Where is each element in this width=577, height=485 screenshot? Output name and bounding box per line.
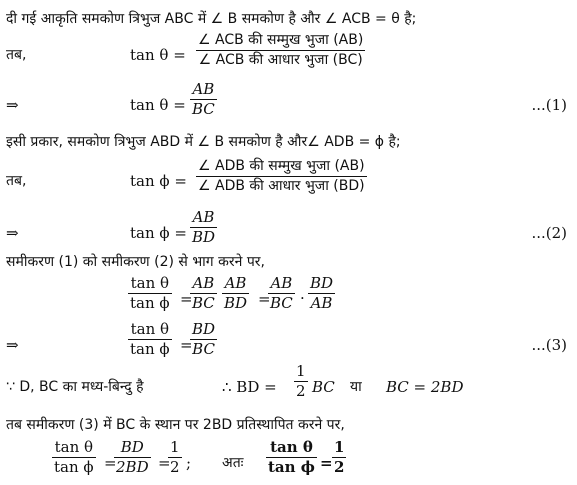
numerator: tan θ: [266, 438, 317, 458]
bd-over-2bd-fraction: [114, 438, 151, 477]
equation-label-2: ...(2): [531, 224, 567, 242]
numerator: tan θ: [52, 438, 96, 458]
numerator: tan θ: [128, 274, 172, 294]
numerator: AB: [268, 274, 295, 294]
numerator: 1: [334, 438, 345, 456]
denominator: ∠ ACB की आधार भुजा (BC): [198, 52, 363, 68]
denominator: BD: [192, 228, 216, 246]
equals-sign: =: [158, 454, 171, 472]
implies-arrow-2: ⇒: [6, 224, 19, 242]
equation-label-3: ...(3): [531, 336, 567, 354]
tan-ratio-fraction-3: [52, 438, 96, 477]
numerator: AB: [190, 80, 217, 100]
tan-theta-lhs-1: tan θ =: [130, 46, 186, 64]
numerator: AB: [190, 274, 217, 294]
numerator: ∠ ADB की सम्मुख भुजा (AB): [196, 157, 367, 177]
bd-equals-lhs: ∴ BD =: [222, 378, 277, 396]
half-fraction: [168, 438, 182, 477]
ab-over-bc-fraction: [190, 80, 217, 119]
denominator: tan ϕ: [268, 458, 315, 476]
tan-theta-lhs-2: tan θ =: [130, 96, 186, 114]
equals-sign: =: [258, 290, 271, 308]
line-1: दी गई आकृति समकोण त्रिभुज ABC में ∠ B समकोण है और ∠ ACB = θ है;: [6, 11, 417, 27]
tan-phi-lhs-1: tan ϕ =: [130, 172, 187, 190]
tan-ratio-fraction-2: [128, 320, 172, 359]
denominator: tan ϕ: [54, 458, 94, 476]
numerator: 1: [296, 362, 306, 380]
tan-phi-definition-fraction: [196, 157, 367, 196]
line-5-lead: तब,: [6, 173, 27, 189]
denominator: BC: [192, 340, 215, 358]
numerator: ∠ ACB की सम्मुख भुजा (AB): [196, 31, 365, 51]
ab-over-bc-fraction: [190, 274, 217, 313]
midpoint-statement: ∵ D, BC का मध्य-बिन्दु है: [6, 379, 144, 395]
equation-label-1: ...(1): [531, 96, 567, 114]
ab-over-bd-fraction: [222, 274, 249, 313]
half-fraction: [294, 362, 308, 401]
line-4: इसी प्रकार, समकोण त्रिभुज ABD में ∠ B समकोण है और∠ ADB = ϕ है;: [6, 134, 401, 150]
equals-sign: =: [180, 336, 193, 354]
bc-equals-2bd: BC = 2BD: [386, 378, 464, 396]
tan-theta-definition-fraction: [196, 31, 365, 70]
denominator: 2: [170, 458, 180, 476]
numerator: 1: [170, 438, 180, 456]
denominator: ∠ ADB की आधार भुजा (BD): [198, 178, 365, 194]
equals-sign: =: [320, 454, 333, 472]
denominator: tan ϕ: [130, 294, 170, 312]
denominator: BD: [224, 294, 248, 312]
ab-over-bc-fraction: [268, 274, 295, 313]
denominator: 2: [296, 382, 306, 400]
tan-ratio-fraction-1: [128, 274, 172, 313]
hence-word: अतः: [222, 455, 244, 471]
denominator: tan ϕ: [130, 340, 170, 358]
line-7: समीकरण (1) को समीकरण (2) से भाग करने पर,: [6, 254, 265, 270]
denominator: 2: [334, 458, 345, 476]
denominator: AB: [310, 294, 333, 312]
numerator: AB: [190, 208, 217, 228]
final-half-fraction: [332, 438, 346, 477]
numerator: tan θ: [128, 320, 172, 340]
implies-arrow-3: ⇒: [6, 336, 19, 354]
semicolon: ;: [186, 454, 192, 472]
multiply-dot: ·: [300, 289, 305, 307]
or-word: या: [350, 379, 362, 395]
equals-sign: =: [180, 290, 193, 308]
tan-phi-lhs-2: tan ϕ =: [130, 224, 187, 242]
denominator: BC: [192, 100, 215, 118]
denominator: BC: [192, 294, 215, 312]
equals-sign: =: [104, 454, 117, 472]
line-2-lead: तब,: [6, 47, 27, 63]
bd-over-bc-fraction: [190, 320, 217, 359]
numerator: BD: [192, 320, 216, 338]
final-tan-ratio-fraction: [266, 438, 317, 477]
implies-arrow-1: ⇒: [6, 96, 19, 114]
denominator: BC: [270, 294, 293, 312]
numerator: AB: [222, 274, 249, 294]
line-11: तब समीकरण (3) में BC के स्थान पर 2BD प्रतिस्थापित करने पर,: [6, 417, 345, 433]
numerator: BD: [310, 274, 334, 292]
bd-over-ab-fraction: [308, 274, 335, 313]
numerator: BD: [114, 438, 151, 458]
denominator: 2BD: [116, 458, 149, 476]
ab-over-bd-fraction: [190, 208, 217, 247]
bc-term: BC: [312, 378, 335, 396]
